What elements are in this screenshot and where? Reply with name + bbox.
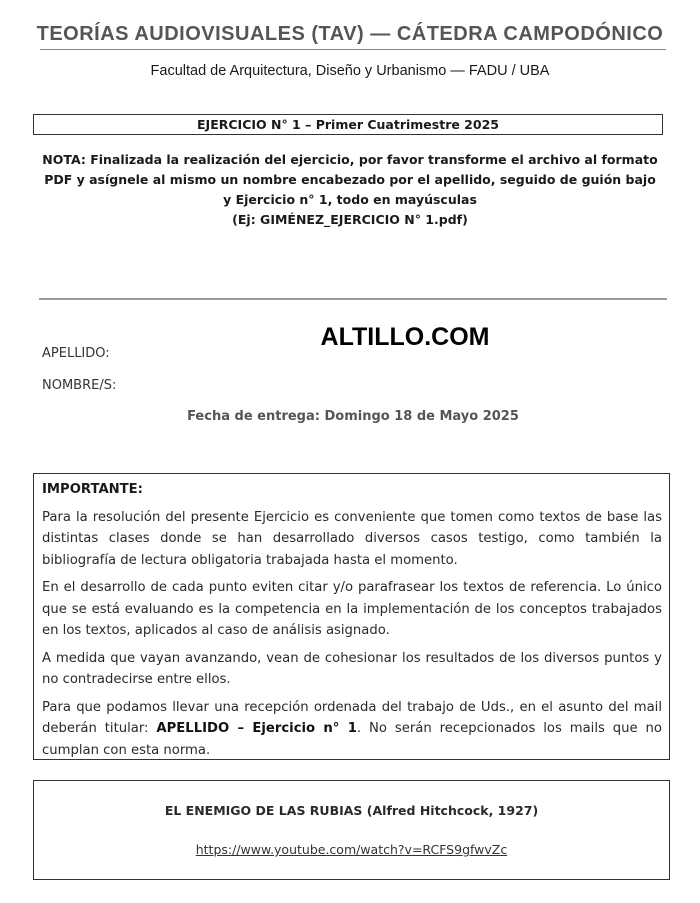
important-paragraph bbox=[42, 697, 662, 762]
exercise-banner: EJERCICIO N° 1 – Primer Cuatrimestre 2025 bbox=[33, 114, 663, 135]
film-box bbox=[33, 780, 670, 880]
submission-note-text: NOTA: Finalizada la realización del ejercicio, por favor transforme el archivo al formato PDF y asígnele al mismo un nombre encabezado por el apellido, seguido de guión bajo y Ejercicio n° 1, todo en mayúsculas bbox=[42, 152, 658, 207]
submission-note-example: (Ej: GIMÉNEZ_EJERCICIO N° 1.pdf) bbox=[232, 212, 468, 227]
document-title: TEORÍAS AUDIOVISUALES (TAV) — CÁTEDRA CAMPODÓNICO bbox=[36, 23, 664, 45]
important-paragraph: A medida que vayan avanzando, vean de cohesionar los resultados de los diversos puntos y no contradecirse entre ellos. bbox=[42, 650, 662, 687]
film-link[interactable]: https://www.youtube.com/watch?v=RCFS9gfwvZc bbox=[195, 842, 508, 857]
important-paragraph: Para la resolución del presente Ejercicio es conveniente que tomen como textos de base las distintas clases donde se han desarrollado diversos casos testigo, como también la bibliografía de lectura obligatoria trabajada hasta el momento. bbox=[42, 509, 662, 568]
section-divider bbox=[39, 298, 667, 300]
important-box bbox=[33, 473, 670, 760]
important-paragraph: En el desarrollo de cada punto eviten citar y/o parafrasear los textos de referencia. Lo único que se está evaluando es la competencia en la implementación de los conceptos trabajados en los textos, aplicados al caso de análisis asignado. bbox=[42, 580, 662, 638]
submission-note bbox=[40, 150, 660, 230]
nombre-label: NOMBRE/S: bbox=[42, 378, 117, 393]
apellido-label: APELLIDO: bbox=[42, 346, 110, 361]
film-title: EL ENEMIGO DE LAS RUBIAS (Alfred Hitchcock, 1927) bbox=[164, 803, 539, 818]
important-title: IMPORTANTE: bbox=[42, 482, 143, 497]
document-subtitle: Facultad de Arquitectura, Diseño y Urbanismo — FADU / UBA bbox=[150, 63, 550, 79]
email-subject-format: APELLIDO – Ejercicio n° 1 bbox=[156, 721, 357, 736]
due-date: Fecha de entrega: Domingo 18 de Mayo 2025 bbox=[187, 409, 519, 424]
email-instruction-tail: . No serán recepcionados los mails que no cumplan con esta norma. bbox=[42, 721, 662, 758]
watermark: ALTILLO.COM bbox=[320, 323, 490, 351]
title-divider bbox=[40, 49, 666, 50]
email-instruction-text: Para que podamos llevar una recepción ordenada del trabajo de Uds., en el asunto del mail deberán titular: bbox=[42, 699, 662, 736]
